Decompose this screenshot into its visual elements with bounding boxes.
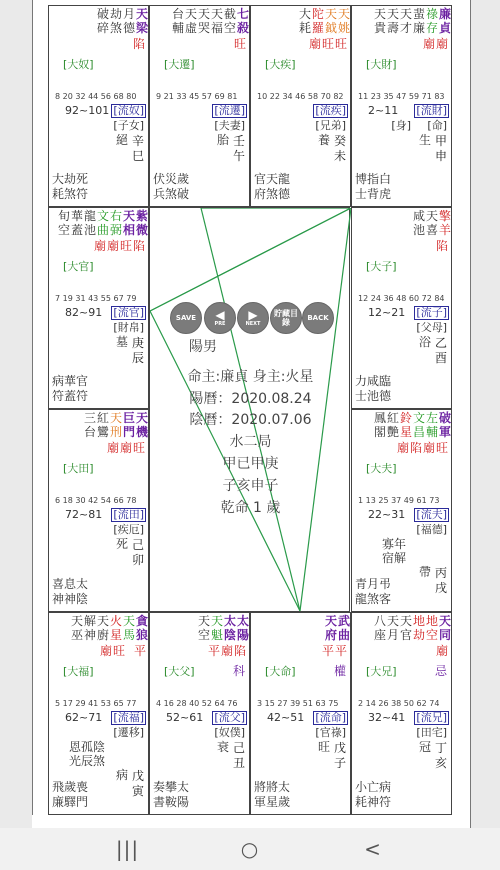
star-char: 鉞 xyxy=(325,21,338,35)
palace-r0c3[interactable] xyxy=(351,5,452,207)
android-nav-bar xyxy=(0,828,500,870)
heavenly-stem: 辛 xyxy=(132,134,145,148)
star-char: 太 xyxy=(237,614,250,628)
earthly-branch: 午 xyxy=(233,149,246,163)
decade-range: 52~61 xyxy=(166,711,204,724)
star-char: 天 xyxy=(387,614,400,628)
natal-palace-label: [福德] xyxy=(416,523,447,536)
decade-palace-label: [大財] xyxy=(366,58,397,71)
bottom-stars-row: 大劫死 xyxy=(52,172,89,186)
star-char: 才 xyxy=(400,21,413,35)
heavenly-stem: 庚 xyxy=(132,336,145,350)
lower-star-row: 衰 xyxy=(216,740,229,754)
star-char: 紅 xyxy=(387,411,400,425)
heavenly-stem: 戊 xyxy=(132,769,145,783)
lower-star-row: 光辰煞 xyxy=(69,754,106,768)
bottom-blank xyxy=(32,815,469,828)
star-char: 閣 xyxy=(374,425,387,439)
flow-year-label: [流命] xyxy=(315,711,346,724)
home-button[interactable] xyxy=(222,828,277,870)
star-char: 截 xyxy=(224,7,237,21)
star-char: 八 xyxy=(374,614,387,628)
earthly-branch: 子 xyxy=(334,756,347,770)
age-sequence: 12 24 36 48 60 72 84 xyxy=(358,294,445,303)
star-char: 刑 xyxy=(110,425,123,439)
bottom-stars-row: 伏災歲 xyxy=(153,172,190,186)
brightness-tags: 廟旺 xyxy=(99,644,126,658)
star-char: 廉 xyxy=(439,7,452,21)
star-char: 咸 xyxy=(413,209,426,223)
palace-r3c2[interactable] xyxy=(250,612,351,815)
lower-star-row: 墓 xyxy=(115,335,128,349)
heavenly-stems: 甲已甲庚 xyxy=(222,456,279,472)
lower-star-row: 病 xyxy=(115,768,128,782)
bottom-stars-row: 博指白 xyxy=(355,172,392,186)
next-label: NEXT xyxy=(245,321,261,327)
brightness-tags: 廟廟 xyxy=(422,37,449,51)
star-char: 哭 xyxy=(198,21,211,35)
lower-star-row: 胎 xyxy=(216,133,229,147)
bottom-stars-row: 兵煞破 xyxy=(153,187,190,201)
star-char: 姚 xyxy=(338,21,351,35)
lower-star-row: 死 xyxy=(115,537,128,551)
age-sequence: 1 13 25 37 49 61 73 xyxy=(358,496,440,505)
star-char: 魁 xyxy=(211,628,224,642)
recents-icon: ||| xyxy=(115,837,140,861)
bottom-stars-row: 喜息太 xyxy=(52,577,89,591)
flow-year-label: [流疾] xyxy=(315,104,346,117)
decade-range: 72~81 xyxy=(65,508,103,521)
brightness-tags: 廟廟旺陷 xyxy=(93,239,146,253)
star-char: 天 xyxy=(374,7,387,21)
star-char: 門 xyxy=(123,425,136,439)
ming-shen-zhu: 命主:廉貞 身主:火星 xyxy=(187,369,314,385)
decade-palace-label: [大官] xyxy=(63,260,94,273)
star-char: 弼 xyxy=(110,223,123,237)
star-char: 貪 xyxy=(136,614,149,628)
star-char: 天 xyxy=(123,614,136,628)
star-char: 相 xyxy=(123,223,136,237)
decade-range: 92~101 xyxy=(65,104,110,117)
star-char: 天 xyxy=(198,7,211,21)
star-char: 星 xyxy=(400,425,413,439)
flow-year-label: [流兄] xyxy=(416,711,447,724)
lunar-date: 陰曆：2020.07.06 xyxy=(189,412,312,428)
star-char: 天 xyxy=(387,7,400,21)
bottom-stars-row: 耗神符 xyxy=(355,795,392,809)
flow-year-label: [流遷] xyxy=(214,104,245,117)
lower-star-row: 帶 xyxy=(418,565,431,579)
star-char: 鈴 xyxy=(400,411,413,425)
star-char: 天 xyxy=(400,7,413,21)
bottom-stars-row: 耗煞符 xyxy=(52,187,89,201)
decade-palace-label: [大田] xyxy=(63,462,94,475)
recents-button[interactable] xyxy=(100,828,155,870)
lower-star-row: 宿解 xyxy=(382,551,407,565)
star-char: 空 xyxy=(198,628,211,642)
decade-range: 62~71 xyxy=(65,711,103,724)
prev-button[interactable] xyxy=(204,302,236,334)
star-char: 羊 xyxy=(439,223,452,237)
star-char: 鳳 xyxy=(374,411,387,425)
earthly-branch: 辰 xyxy=(132,351,145,365)
star-char: 府 xyxy=(325,628,338,642)
star-char: 巨 xyxy=(123,411,136,425)
bottom-stars-row: 飛歲喪 xyxy=(52,780,89,794)
star-char: 台 xyxy=(84,425,97,439)
bottom-stars-row: 官天龍 xyxy=(254,172,291,186)
natal-palace-label: [夫妻] xyxy=(214,119,245,132)
palace-r2c0[interactable] xyxy=(48,409,149,612)
star-char: 台 xyxy=(172,7,185,21)
decade-palace-label: [大疾] xyxy=(265,58,296,71)
earthly-branch: 巳 xyxy=(132,149,145,163)
prev-arrow-icon: ◀ xyxy=(215,308,225,322)
decade-range: 2~11 xyxy=(368,104,399,117)
age-sequence: 3 15 27 39 51 63 75 xyxy=(257,699,339,708)
star-char: 官 xyxy=(400,628,413,642)
decade-palace-label: [大奴] xyxy=(63,58,94,71)
earthly-branch: 卯 xyxy=(132,553,145,567)
star-char: 蓋 xyxy=(71,223,84,237)
star-char: 天 xyxy=(136,411,149,425)
star-char: 天 xyxy=(110,411,123,425)
palace-r3c0[interactable] xyxy=(48,612,149,815)
bottom-stars-row: 士背虎 xyxy=(355,187,392,201)
heavenly-stem: 癸 xyxy=(334,134,347,148)
heavenly-stem: 丁 xyxy=(435,741,448,755)
star-char: 池 xyxy=(84,223,97,237)
flow-year-label: [流奴] xyxy=(113,104,144,117)
star-char: 月 xyxy=(123,7,136,21)
next-arrow-icon: ▶ xyxy=(248,308,258,322)
prev-label: PRE xyxy=(214,321,226,327)
save-button[interactable]: SAVE xyxy=(170,302,202,334)
star-char: 天 xyxy=(136,7,149,21)
star-char: 天 xyxy=(211,7,224,21)
lower-star-row: 養 xyxy=(317,133,330,147)
star-char: 月 xyxy=(387,628,400,642)
natal-palace-label: [身] xyxy=(391,119,411,132)
bottom-stars-row: 府煞德 xyxy=(254,187,291,201)
star-char: 天 xyxy=(97,614,110,628)
home-icon: ○ xyxy=(240,837,259,861)
star-char: 右 xyxy=(110,209,123,223)
decade-range: 32~41 xyxy=(368,711,406,724)
star-char: 空 xyxy=(426,628,439,642)
star-char: 陰 xyxy=(224,628,237,642)
decade-palace-label: [大遷] xyxy=(164,58,195,71)
natal-palace-label: [財帛] xyxy=(113,321,144,334)
bottom-stars-row: 奏攀太 xyxy=(153,780,190,794)
flow-year-label: [流父] xyxy=(214,711,245,724)
star-char: 狼 xyxy=(136,628,149,642)
palace-r3c1[interactable] xyxy=(149,612,250,815)
star-char: 蜚 xyxy=(413,7,426,21)
flow-year-label: [流福] xyxy=(113,711,144,724)
star-char: 三 xyxy=(84,411,97,425)
star-char: 天 xyxy=(198,614,211,628)
palace-r1c0[interactable] xyxy=(48,207,149,409)
heavenly-stem: 己 xyxy=(233,741,246,755)
lower-star-row: 生 xyxy=(418,133,431,147)
bottom-stars-row: 病華官 xyxy=(52,374,89,388)
brightness-tags: 廟廟旺 xyxy=(106,441,146,455)
brightness-tags: 旺 xyxy=(233,37,247,51)
back-icon: < xyxy=(364,837,381,861)
age-sequence: 4 16 28 40 52 64 76 xyxy=(156,699,238,708)
bottom-stars-row: 廉驛門 xyxy=(52,795,89,809)
star-char: 火 xyxy=(110,614,123,628)
star-char: 廚 xyxy=(97,628,110,642)
star-char: 左 xyxy=(426,411,439,425)
decade-palace-label: [大福] xyxy=(63,665,94,678)
star-char: 軍 xyxy=(439,425,452,439)
heavenly-stem: 壬 xyxy=(233,134,246,148)
brightness-tag-extra: 平 xyxy=(133,644,146,658)
flow-year-label: [流子] xyxy=(416,306,447,319)
back-nav-button[interactable] xyxy=(345,828,400,870)
natal-palace-label: [兄弟] xyxy=(315,119,346,132)
hua-marker: 科 xyxy=(232,664,245,678)
star-char: 天 xyxy=(439,614,452,628)
star-char: 天 xyxy=(123,209,136,223)
natal-palace-label: [疾厄] xyxy=(113,523,144,536)
star-char: 輔 xyxy=(426,425,439,439)
age-sequence: 8 20 32 44 56 68 80 xyxy=(55,92,137,101)
brightness-tags: 廟 xyxy=(435,644,449,658)
natal-palace-label: [遷移] xyxy=(113,726,144,739)
star-char: 虛 xyxy=(185,21,198,35)
star-char: 耗 xyxy=(299,21,312,35)
star-char: 德 xyxy=(123,21,136,35)
star-char: 劫 xyxy=(110,7,123,21)
hua-marker: 忌 xyxy=(434,664,447,678)
star-char: 陽 xyxy=(237,628,250,642)
brightness-tags: 陷 xyxy=(132,37,146,51)
bottom-stars-row: 符蓋符 xyxy=(52,389,89,403)
star-char: 曲 xyxy=(97,223,110,237)
lower-star-row: 冠 xyxy=(418,740,431,754)
brightness-tags: 平平 xyxy=(321,644,348,658)
age-sequence: 11 23 35 47 59 71 83 xyxy=(358,92,445,101)
earthly-branch: 丑 xyxy=(233,756,246,770)
age-sequence: 2 14 26 38 50 62 74 xyxy=(358,699,440,708)
star-char: 同 xyxy=(439,628,452,642)
star-char: 文 xyxy=(97,209,110,223)
flow-year-label: [流官] xyxy=(113,306,144,319)
star-char: 微 xyxy=(136,223,149,237)
star-char: 存 xyxy=(426,21,439,35)
flow-year-label: [流夫] xyxy=(416,508,447,521)
star-char: 空 xyxy=(58,223,71,237)
palace-r0c0[interactable] xyxy=(48,5,149,207)
bottom-stars-row: 書鞍陽 xyxy=(153,795,190,809)
star-char: 機 xyxy=(136,425,149,439)
decade-range: 82~91 xyxy=(65,306,103,319)
star-char: 貴 xyxy=(374,21,387,35)
palace-r2c3[interactable] xyxy=(351,409,452,612)
heavenly-stem: 甲 xyxy=(435,134,448,148)
decade-range: 22~31 xyxy=(368,508,406,521)
decade-range: 12~21 xyxy=(368,306,406,319)
star-char: 池 xyxy=(413,223,426,237)
decade-palace-label: [大父] xyxy=(164,665,195,678)
heavenly-stem: 戊 xyxy=(334,741,347,755)
star-char: 昌 xyxy=(413,425,426,439)
lower-star-row: 絕 xyxy=(115,133,128,147)
star-char: 龍 xyxy=(84,209,97,223)
star-char: 曲 xyxy=(338,628,351,642)
star-char: 煞 xyxy=(110,21,123,35)
palace-r0c2[interactable] xyxy=(250,5,351,207)
star-char: 破 xyxy=(97,7,110,21)
star-char: 七 xyxy=(237,7,250,21)
lower-star-row: 寡年 xyxy=(382,537,407,551)
brightness-tags: 陷 xyxy=(435,239,449,253)
bottom-stars-row: 士池德 xyxy=(355,389,392,403)
flow-year-label: [流財] xyxy=(416,104,447,117)
palace-r0c1[interactable] xyxy=(149,5,250,207)
palace-r1c3[interactable] xyxy=(351,207,452,409)
star-char: 座 xyxy=(374,628,387,642)
bottom-stars-row: 青月弔 xyxy=(355,577,392,591)
natal-palace-label: [官祿] xyxy=(315,726,346,739)
star-char: 陀 xyxy=(312,7,325,21)
star-char: 星 xyxy=(110,628,123,642)
star-char: 喜 xyxy=(426,223,439,237)
solar-date: 陽曆：2020.08.24 xyxy=(189,391,312,407)
star-char: 文 xyxy=(413,411,426,425)
star-char: 破 xyxy=(439,411,452,425)
star-char: 廉 xyxy=(413,21,426,35)
age-sequence: 5 17 29 41 53 65 77 xyxy=(55,699,137,708)
star-char: 天 xyxy=(325,614,338,628)
natal-palace-label-ming: [命] xyxy=(427,119,447,132)
star-char: 太 xyxy=(224,614,237,628)
lower-star-row: 恩孤陰 xyxy=(69,740,106,754)
natal-palace-label: [父母] xyxy=(416,321,447,334)
earthly-branch: 申 xyxy=(435,149,448,163)
bottom-stars-row: 軍星歲 xyxy=(254,795,291,809)
star-char: 地 xyxy=(426,614,439,628)
earthly-branch: 亥 xyxy=(435,756,448,770)
star-char: 祿 xyxy=(426,7,439,21)
storage-catalog-button[interactable]: 貯藏目錄 xyxy=(270,302,302,334)
age-sequence: 9 21 33 45 57 69 81 xyxy=(156,92,238,101)
back-button[interactable]: BACK xyxy=(302,302,334,334)
star-char: 神 xyxy=(84,628,97,642)
earthly-branch: 寅 xyxy=(132,784,145,798)
heavenly-stem: 己 xyxy=(132,538,145,552)
star-char: 鸞 xyxy=(97,425,110,439)
natal-palace-label: [奴僕] xyxy=(214,726,245,739)
star-char: 天 xyxy=(71,614,84,628)
earthly-branch: 未 xyxy=(334,149,347,163)
gender-label: 陽男 xyxy=(189,339,217,355)
bottom-stars-row: 龍煞客 xyxy=(355,592,392,606)
star-char: 天 xyxy=(400,614,413,628)
star-char: 空 xyxy=(224,21,237,35)
wuxing-ju: 水二局 xyxy=(229,434,272,450)
age-sequence: 10 22 34 46 58 70 82 xyxy=(257,92,344,101)
star-char: 殺 xyxy=(237,21,250,35)
star-char: 壽 xyxy=(387,21,400,35)
brightness-tags: 廟旺旺 xyxy=(308,37,348,51)
star-char: 紅 xyxy=(97,411,110,425)
star-char: 大 xyxy=(299,7,312,21)
star-char: 馬 xyxy=(123,628,136,642)
star-char: 旬 xyxy=(58,209,71,223)
star-char: 巫 xyxy=(71,628,84,642)
decade-range: 42~51 xyxy=(267,711,305,724)
star-char: 福 xyxy=(211,21,224,35)
star-char: 擎 xyxy=(439,209,452,223)
age-sequence: 7 19 31 43 55 67 79 xyxy=(55,294,137,303)
star-char: 羅 xyxy=(312,21,325,35)
decade-palace-label: [大子] xyxy=(366,260,397,273)
palace-r3c3[interactable] xyxy=(351,612,452,815)
brightness-tags: 廟陷廟旺 xyxy=(396,441,449,455)
bottom-stars-row: 將將太 xyxy=(254,780,291,794)
star-char: 輔 xyxy=(172,21,185,35)
natal-palace-label: [田宅] xyxy=(416,726,447,739)
star-char: 天 xyxy=(338,7,351,21)
lower-star-row: 旺 xyxy=(317,740,330,754)
star-char: 天 xyxy=(426,209,439,223)
star-char: 天 xyxy=(325,7,338,21)
age-sequence: 6 18 30 42 54 66 78 xyxy=(55,496,137,505)
star-char: 艷 xyxy=(387,425,400,439)
bottom-stars-row: 神神陰 xyxy=(52,592,89,606)
lower-star-row: 浴 xyxy=(418,335,431,349)
star-char: 解 xyxy=(84,614,97,628)
heavenly-stem: 丙 xyxy=(435,566,448,580)
decade-palace-label: [大夫] xyxy=(366,462,397,475)
star-char: 貞 xyxy=(439,21,452,35)
star-char: 天 xyxy=(185,7,198,21)
bottom-stars-row: 力咸臨 xyxy=(355,374,392,388)
hua-marker: 權 xyxy=(333,664,346,678)
star-char: 梁 xyxy=(136,21,149,35)
earthly-branches: 子亥申子 xyxy=(222,478,279,494)
star-char: 天 xyxy=(211,614,224,628)
heavenly-stem: 乙 xyxy=(435,336,448,350)
flow-year-label: [流田] xyxy=(113,508,144,521)
star-char: 劫 xyxy=(413,628,426,642)
decade-palace-label: [大兄] xyxy=(366,665,397,678)
star-char: 地 xyxy=(413,614,426,628)
age-line: 乾命 1 歲 xyxy=(220,500,281,516)
earthly-branch: 酉 xyxy=(435,351,448,365)
star-char: 紫 xyxy=(136,209,149,223)
bottom-stars-row: 小亡病 xyxy=(355,780,392,794)
star-char: 碎 xyxy=(97,21,110,35)
decade-palace-label: [大命] xyxy=(265,665,296,678)
natal-palace-label: [子女] xyxy=(113,119,144,132)
star-char: 華 xyxy=(71,209,84,223)
brightness-tags: 平廟陷 xyxy=(207,644,247,658)
center-panel xyxy=(149,207,350,612)
star-char: 武 xyxy=(338,614,351,628)
next-button[interactable] xyxy=(237,302,269,334)
earthly-branch: 戌 xyxy=(435,581,448,595)
